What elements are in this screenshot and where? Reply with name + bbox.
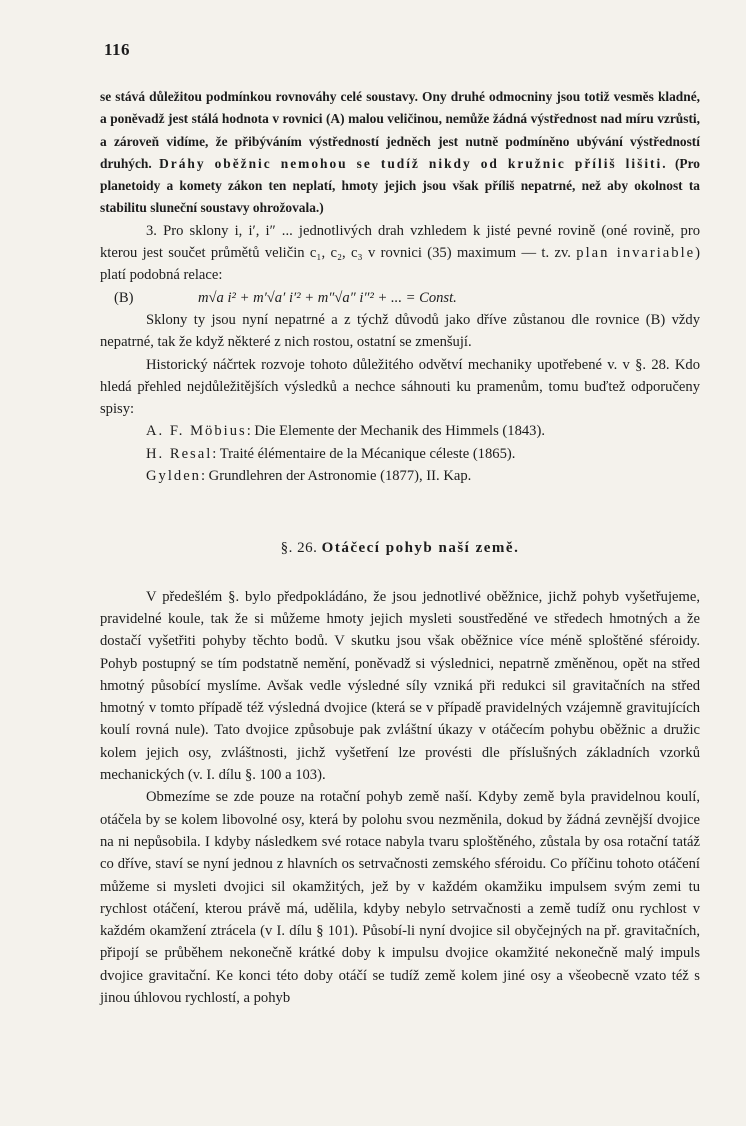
page-body xyxy=(100,86,700,1009)
reference-author: H. Resal xyxy=(146,445,213,462)
paragraph-stability-rest: (Pro planetoidy a komety zákon ten neplatí, hmoty jejich jsou však příliš nepatrné, než aby okolnost ta stabilitu sluneční soustavy ohrožovala.) xyxy=(100,155,700,216)
section-title: Otáčecí pohyb naší země. xyxy=(321,540,520,557)
paragraph-history: Historický náčrtek rozvoje tohoto důležitého odvětví mechaniky upotřebené v. v §. 28. Kdo hledá přehled nejdůležitějších výsledků a nechce sáhnouti ku pramenům, tomu buďtež odporučeny spisy: xyxy=(100,356,700,418)
paragraph-inclinations-spaced: plan invariable xyxy=(576,245,696,262)
reference-title: : Traité élémentaire de la Mécanique céleste (1865). xyxy=(212,445,516,462)
reference-title: : Grundlehren der Astronomie (1877), II. Kap. xyxy=(200,468,472,485)
paragraph-rotation-intro: V předešlém §. bylo předpokládáno, že jsou jednotlivé oběžnice, jichž pohyb vyšetřujeme, pravidelné koule, tak že si můžeme hmoty jejich mysleti soustředěné ve středech hmotných a že dostačí vyšetřiti pohyby těchto bodů. V skutku jsou však oběžnice více méně sploštěné sféroidy. Pohyb postupný se tím podstatně nemění, poněvadž si výslednici, nepatrně změněnou, opět na střed hmotný působící myslíme. Avšak vedle výsledné síly vzniká při redukci sil gravitačních na střed hmotný v tomto případě též výsledná dvojice (která se v případě pravidelných vzájemně gravitujících koulí rovná nule). Tato dvojice způsobuje pak zvláštní úkazy v otáčecím pohybu oběžnic a družic kolem jejich osy, zvláštnosti, jichž vyšetření lze provésti dle příslušných základních vzorků mechanických (v. I. dílu §. 100 a 103). xyxy=(100,588,700,784)
paragraph-earth-rotation: Obmezíme se zde pouze na rotační pohyb země naší. Kdyby země byla pravidelnou koulí, otáčela by se kolem libovolné osy, která by polohu svou nezměnila, dokud by žádná zevnější dvojice na ni nepůsobila. I kdyby následkem své rotace nabyla tvaru sploštěného, zůstala by osa rotační tatáž co dříve, staví se nyní jednou z hlavních os setrvačnosti zemského sféroidu. Co příčinu tohoto otáčení můžeme si mysleti dvojici sil okamžitých, jež by v každém okamžiku impulsem svým zemi tu rychlost otáčení, kterou právě má, udělila, kdyby nebylo setrvačnosti a země tudíž onu rychlost v každém okamžení ztrácela (v I. dílu § 101). Působí-li nyní dvojice sil obyčejných na př. gravitačních, připojí se průběhem nekonečně krátké doby k impulsu dvojice okamžité nekonečně malý impuls dvojice gravitační. Ke konci této doby otáčí se tudíž země kolem jiné osy a všeobecně vzato též s jinou úhlovou rychlostí, a pohyb xyxy=(100,789,700,1006)
reference-item xyxy=(100,465,700,487)
paragraph-stability-bold: se stává důležitou podmínkou rovnováhy celé soustavy. Ony druhé odmocniny jsou totiž vesměs kladné, a poněvadž jest stálá hodnota v rovnici (A) malou veličinou, nemůže žádná výstřednost nad míru vzrůsti, a zároveň vidíme, že přibýváním výstředností jedněch jest nutně podmíněno ubývání výstředností druhých. xyxy=(100,89,700,171)
formula-b xyxy=(100,287,700,309)
paragraph-inclinations-post: ) platí podobná relace: xyxy=(100,245,700,284)
section-number: §. 26. xyxy=(280,540,318,557)
paragraph-small-inclinations: Sklony ty jsou nyní nepatrné a z týchž důvodů jako dříve zůstanou dle rovnice (B) vždy nepatrné, tak že když některé z nich rostou, ostatní se zmenšují. xyxy=(100,311,700,351)
paragraph-stability-spaced: Dráhy oběžnic nemohou se tudíž nikdy od kružnic příliš lišiti. xyxy=(159,155,668,171)
page-number: 116 xyxy=(104,40,131,59)
paragraph-inclinations-pre: 3. Pro sklony i, i′, i″ ... jednotlivých drah vzhledem k jisté pevné rovině (oné rovině, pro kterou jest součet průmětů veličin c₁, c₂, c₃ v rovnici (35) maximum — t. zv. xyxy=(100,222,700,262)
formula-tag: (B) xyxy=(114,289,134,306)
section-heading xyxy=(100,537,700,559)
formula-expression: m√a i² + m′√a′ i′² + m″√a″ i″² + ... = Const. xyxy=(198,289,457,306)
reference-author: Gylden xyxy=(146,468,201,485)
paragraph-stability xyxy=(100,86,700,220)
reference-title: : Die Elemente der Mechanik des Himmels (1843). xyxy=(246,423,545,440)
reference-author: A. F. Möbius xyxy=(146,423,247,440)
reference-list xyxy=(100,420,700,487)
reference-item xyxy=(100,443,700,465)
paragraph-inclinations xyxy=(100,220,700,287)
reference-item xyxy=(100,420,700,442)
